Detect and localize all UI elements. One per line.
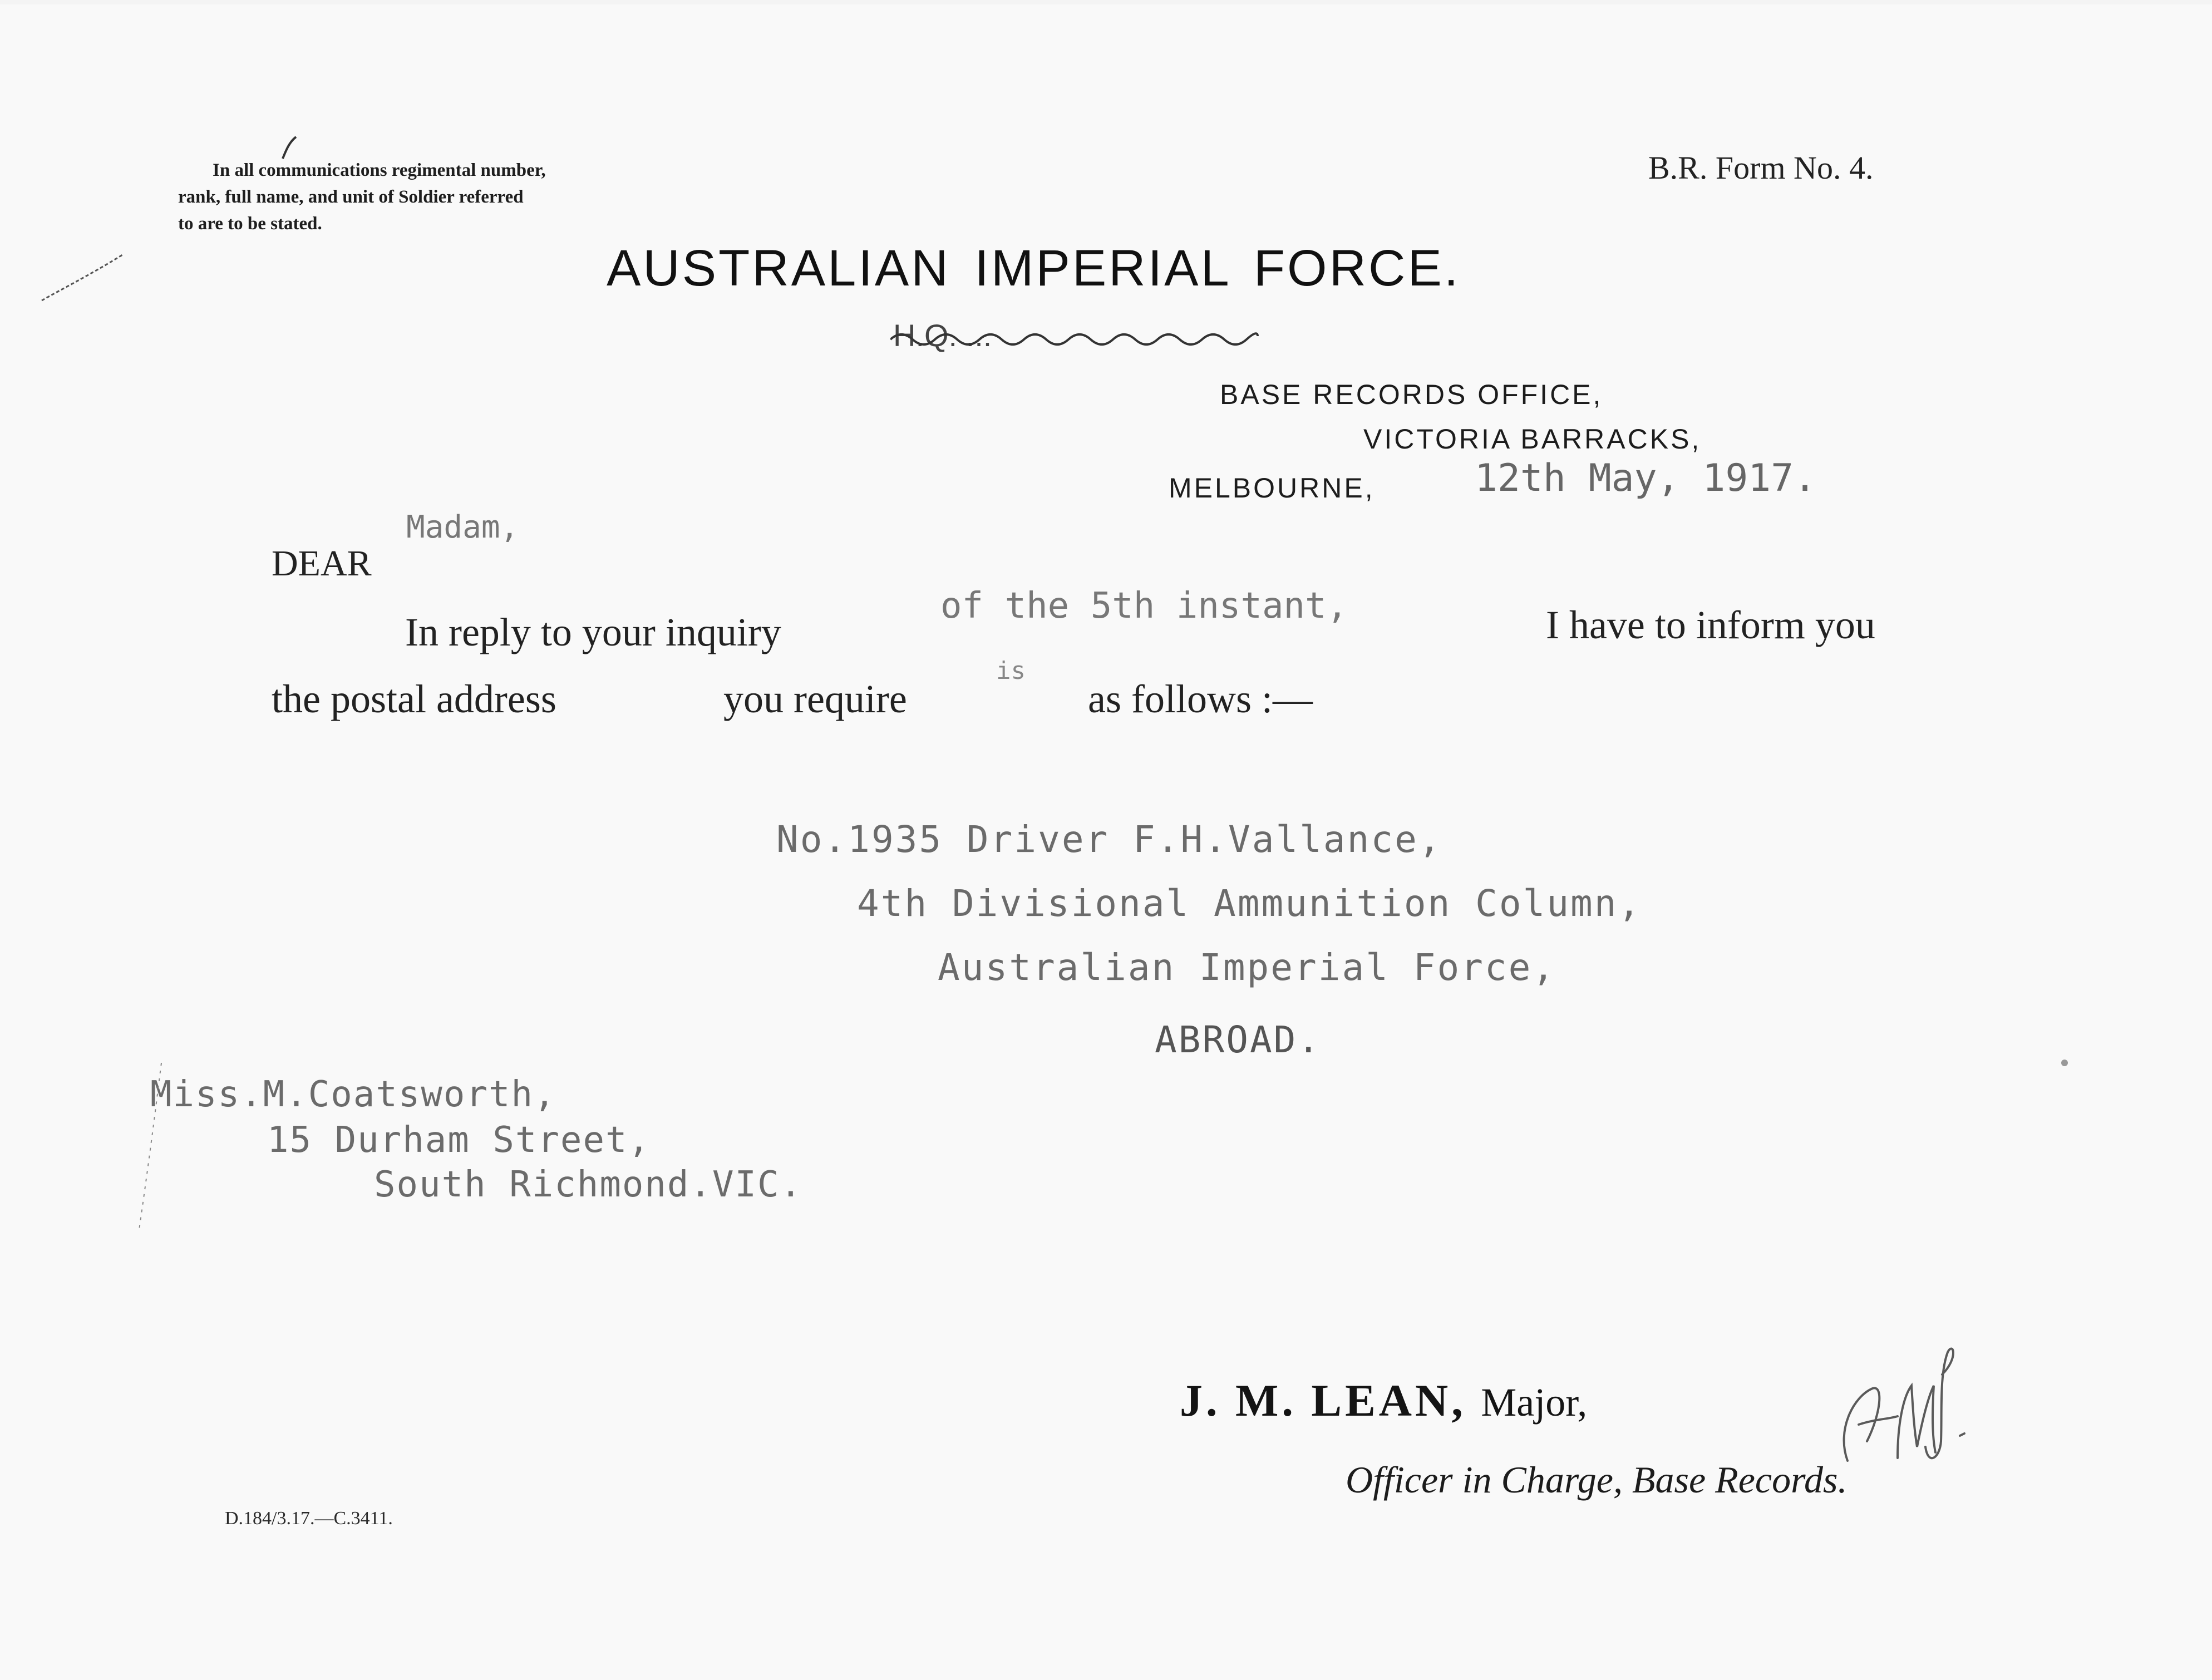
soldier-address-line-2: 4th Divisional Ammunition Column, bbox=[857, 882, 1642, 925]
body-line2-c: as follows :— bbox=[1088, 677, 1313, 721]
struck-out-text: H.Q. ... bbox=[893, 318, 992, 353]
signatory-name bbox=[1180, 1374, 1587, 1427]
instruction-line-3: to are to be stated. bbox=[178, 214, 322, 234]
strike-through-squiggle bbox=[890, 324, 1263, 352]
office-location: VICTORIA BARRACKS, bbox=[1363, 423, 1702, 455]
signatory-title: Officer in Charge, Base Records. bbox=[1346, 1459, 1848, 1501]
body-line1-typed: of the 5th instant, bbox=[940, 585, 1348, 627]
recipient-address-line-2: 15 Durham Street, bbox=[267, 1120, 651, 1161]
soldier-address-line-1: No.1935 Driver F.H.Vallance, bbox=[776, 818, 1442, 861]
organization-title: AUSTRALIAN IMPERIAL FORCE. bbox=[607, 240, 1461, 297]
salutation-typed: Madam, bbox=[406, 509, 519, 545]
ink-dot bbox=[2059, 1057, 2070, 1068]
body-line1-b: I have to inform you bbox=[1546, 603, 1875, 647]
signatory-rank: Major, bbox=[1481, 1380, 1588, 1425]
signatory-name-text: J. M. LEAN, bbox=[1180, 1375, 1466, 1426]
print-code: D.184/3.17.—C.3411. bbox=[225, 1508, 393, 1529]
pen-mark-margin bbox=[134, 1057, 167, 1235]
office-name: BASE RECORDS OFFICE, bbox=[1220, 379, 1603, 410]
recipient-address-line-3: South Richmond.VIC. bbox=[374, 1164, 803, 1205]
instruction-line-1: In all communications regimental number, bbox=[213, 160, 546, 180]
body-line1-a: In reply to your inquiry bbox=[405, 610, 781, 654]
pen-mark-left bbox=[39, 245, 128, 306]
body-line2-a: the postal address bbox=[272, 677, 556, 721]
body-line2-typed: is bbox=[996, 657, 1026, 685]
form-number: B.R. Form No. 4. bbox=[1648, 150, 1874, 186]
soldier-address-line-3: Australian Imperial Force, bbox=[938, 946, 1556, 989]
instruction-line-2: rank, full name, and unit of Soldier referred bbox=[178, 187, 524, 207]
soldier-address-line-4: ABROAD. bbox=[1155, 1018, 1322, 1061]
recipient-address-line-1: Miss.M.Coatsworth, bbox=[150, 1074, 556, 1115]
body-line2-b: you require bbox=[723, 677, 907, 721]
handwritten-initials bbox=[1814, 1336, 1975, 1469]
office-city: MELBOURNE, bbox=[1169, 472, 1375, 504]
pen-mark-top bbox=[278, 134, 300, 161]
salutation-printed: DEAR bbox=[272, 543, 372, 584]
instruction-note bbox=[178, 157, 546, 237]
page-top-edge bbox=[0, 0, 2212, 4]
letter-date: 12th May, 1917. bbox=[1475, 456, 1817, 500]
